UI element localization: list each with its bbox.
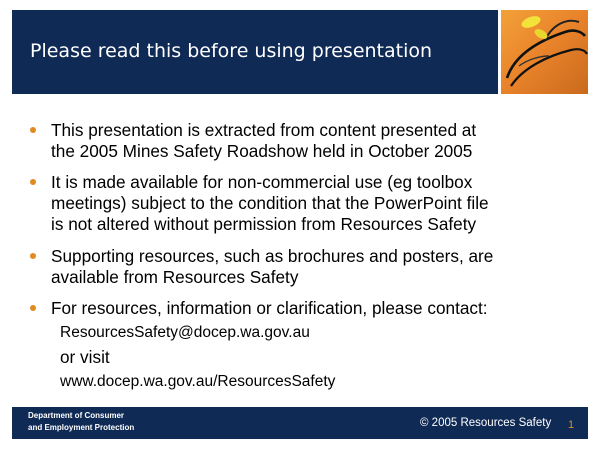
website-link[interactable]: www.docep.wa.gov.au/ResourcesSafety: [60, 373, 336, 390]
department-name: [28, 410, 134, 434]
or-visit-text: or visit: [60, 347, 110, 367]
bullet-line: It is made available for non-commercial use (eg toolbox: [51, 172, 473, 192]
bullet-1: [51, 120, 581, 162]
bullet-line: available from Resources Safety: [51, 267, 299, 287]
bullet-3: [51, 246, 581, 288]
bullet-marker: [30, 305, 36, 311]
page-number: 1: [568, 419, 575, 431]
bullet-4: [51, 298, 581, 319]
bullet-line: Supporting resources, such as brochures and posters, are: [51, 246, 494, 266]
copyright-text: © 2005 Resources Safety: [420, 417, 552, 429]
slide-title: Please read this before using presentation: [30, 40, 433, 62]
footer-bar: [12, 407, 588, 439]
bullet-2: [51, 172, 581, 235]
bullet-marker: [30, 127, 36, 133]
bullet-marker: [30, 253, 36, 259]
department-line-1: Department of Consumer: [28, 411, 125, 420]
bullet-line: This presentation is extracted from content presented at: [51, 120, 477, 140]
bullet-line: is not altered without permission from Resources Safety: [51, 214, 477, 234]
bullet-marker: [30, 179, 36, 185]
bullet-line: meetings) subject to the condition that the PowerPoint file: [51, 193, 489, 213]
contact-email[interactable]: ResourcesSafety@docep.wa.gov.au: [60, 324, 310, 341]
department-line-2: and Employment Protection: [28, 423, 135, 432]
bullet-line: the 2005 Mines Safety Roadshow held in October 2005: [51, 141, 473, 161]
bullet-line: For resources, information or clarification, please contact:: [51, 298, 488, 318]
